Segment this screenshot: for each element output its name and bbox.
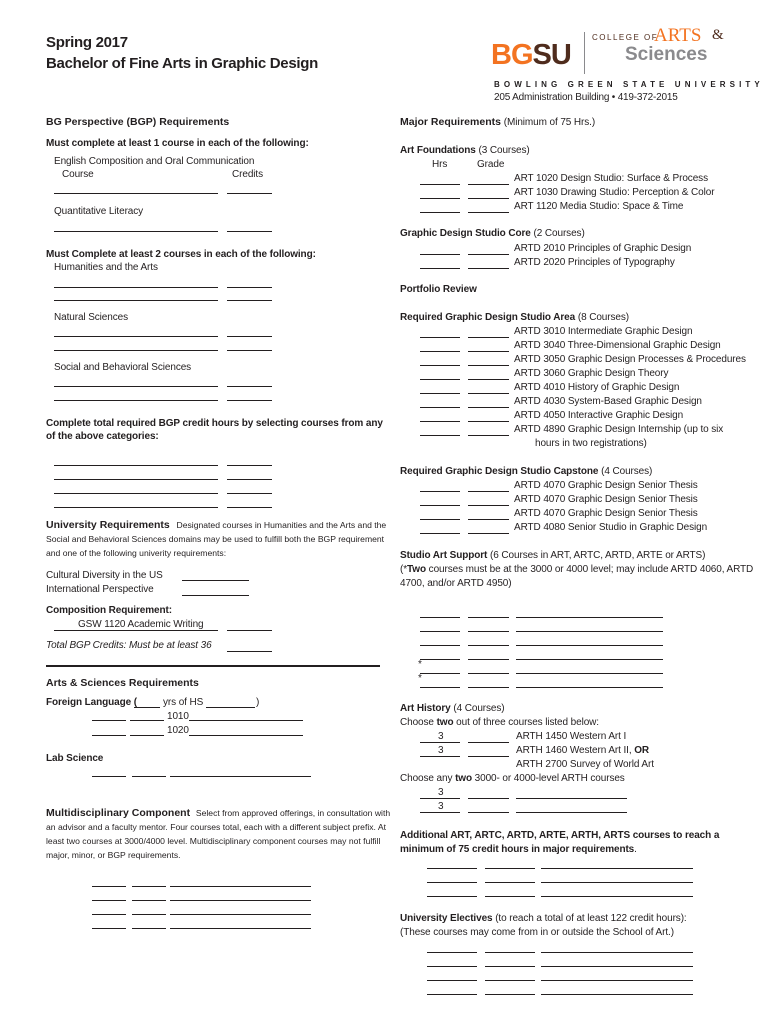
- area-hrs-3[interactable]: [420, 365, 460, 366]
- portfolio-review: Portfolio Review: [400, 284, 477, 295]
- foundation-label-3: ART 1120 Media Studio: Space & Time: [514, 201, 684, 212]
- support-title: Studio Art Support: [400, 550, 488, 561]
- foreign-language-label: Foreign Language: [46, 697, 132, 708]
- logo-university: BOWLING GREEN STATE UNIVERSITY: [494, 80, 764, 89]
- electives-desc-2: (These courses may come from in or outside the School of Art.): [400, 927, 674, 938]
- natural-course-field-1[interactable]: [54, 336, 218, 337]
- univ-req-title: University Requirements: [46, 519, 170, 531]
- core-count: (2 Courses): [533, 228, 585, 239]
- area-hrs-7[interactable]: [420, 421, 460, 422]
- fl-1020-hrs[interactable]: [92, 735, 126, 736]
- area-hrs-1[interactable]: [420, 337, 460, 338]
- foundation-label-1: ART 1020 Design Studio: Surface & Process: [514, 173, 708, 184]
- logo-arts: ARTS: [654, 25, 702, 46]
- extra-credits-field-3[interactable]: [227, 493, 272, 494]
- must-two-heading: Must Complete at least 2 courses in each of the following:: [46, 249, 316, 260]
- quant-course-field[interactable]: [54, 231, 218, 232]
- gsw-credits-field[interactable]: [227, 630, 272, 631]
- capstone-label-3: ARTD 4070 Graphic Design Senior Thesis: [514, 508, 698, 519]
- support-course-3[interactable]: [516, 645, 663, 646]
- capstone-label-4: ARTD 4080 Senior Studio in Graphic Design: [514, 522, 708, 533]
- quant-label: Quantitative Literacy: [54, 206, 144, 217]
- course-label: Course: [62, 169, 94, 180]
- fl-1020-label: 1020: [167, 725, 189, 736]
- support-course-6[interactable]: [516, 687, 663, 688]
- complete-total-line-2: of the above categories:: [46, 431, 159, 442]
- foreign-close-paren: ): [256, 697, 260, 708]
- history-title: Art History: [400, 703, 451, 714]
- additional-hrs-2[interactable]: [427, 882, 477, 883]
- social-credits-field-2[interactable]: [227, 400, 272, 401]
- yrs-hs-label: yrs of HS: [163, 697, 204, 708]
- additional-course-2[interactable]: [541, 882, 693, 883]
- credits-label: Credits: [232, 169, 263, 180]
- area-grade-6[interactable]: [468, 407, 509, 408]
- support-desc-3: 4700, and/or ARTD 4950): [400, 578, 512, 589]
- additional-line-1: Additional ART, ARTC, ARTD, ARTE, ARTH, ARTS courses to reach a: [400, 830, 720, 841]
- must-one-heading: Must complete at least 1 course in each of the following:: [46, 138, 309, 149]
- additional-period: .: [634, 844, 637, 855]
- area-label-8: ARTD 4890 Graphic Design Internship (up to six: [514, 424, 724, 435]
- grade-header: Grade: [477, 159, 505, 170]
- arth-upper-hrs-2[interactable]: [420, 812, 460, 813]
- yrs-hs-field[interactable]: [134, 707, 160, 708]
- support-grade-4[interactable]: [468, 659, 509, 660]
- electives-hrs-4[interactable]: [427, 994, 477, 995]
- fl-1010-label: 1010: [167, 711, 189, 722]
- arth-upper-course-1[interactable]: [516, 798, 627, 799]
- support-hrs-6[interactable]: [420, 687, 460, 688]
- core-label-1: ARTD 2010 Principles of Graphic Design: [514, 243, 692, 254]
- fl-1010-course[interactable]: [189, 720, 303, 721]
- humanities-course-field-1[interactable]: [54, 287, 218, 288]
- support-two: Two: [407, 564, 426, 575]
- fl-1020-course[interactable]: [189, 735, 303, 736]
- support-star-2: *: [418, 673, 422, 684]
- natural-credits-field-2[interactable]: [227, 350, 272, 351]
- quant-credits-field[interactable]: [227, 231, 272, 232]
- multi-course-2[interactable]: [170, 900, 311, 901]
- additional-grade-1[interactable]: [485, 868, 535, 869]
- capstone-grade-3[interactable]: [468, 519, 509, 520]
- choose-any-two: two: [455, 773, 472, 784]
- bgp-title: BG Perspective (BGP) Requirements: [46, 116, 230, 128]
- area-grade-8[interactable]: [468, 435, 509, 436]
- area-grade-7[interactable]: [468, 421, 509, 422]
- multi-course-1[interactable]: [170, 886, 311, 887]
- capstone-label-1: ARTD 4070 Graphic Design Senior Thesis: [514, 480, 698, 491]
- extra-credits-field-2[interactable]: [227, 479, 272, 480]
- area-grade-3[interactable]: [468, 365, 509, 366]
- support-course-5[interactable]: [516, 673, 663, 674]
- social-course-field-2[interactable]: [54, 400, 218, 401]
- choose-b: out of three courses listed below:: [456, 717, 599, 728]
- fl-1020-grade[interactable]: [130, 735, 164, 736]
- english-label: English Composition and Oral Communication: [54, 156, 255, 167]
- area-label-6: ARTD 4030 System-Based Graphic Design: [514, 396, 702, 407]
- area-hrs-4[interactable]: [420, 379, 460, 380]
- lab-science-label: Lab Science: [46, 753, 104, 764]
- social-label: Social and Behavioral Sciences: [54, 362, 192, 373]
- additional-line-2: minimum of 75 credit hours in major requirements: [400, 844, 635, 855]
- multi-hrs-4[interactable]: [92, 928, 126, 929]
- electives-course-2[interactable]: [541, 966, 693, 967]
- natural-course-field-2[interactable]: [54, 350, 218, 351]
- support-hrs-3[interactable]: [420, 645, 460, 646]
- international-field[interactable]: [182, 595, 249, 596]
- support-hrs-5[interactable]: [420, 673, 460, 674]
- area-hrs-6[interactable]: [420, 407, 460, 408]
- support-hrs-4[interactable]: [420, 659, 460, 660]
- multi-grade-1[interactable]: [132, 886, 166, 887]
- degree-title: Bachelor of Fine Arts in Graphic Design: [46, 55, 318, 72]
- gsw-course-underline: [54, 630, 218, 631]
- arth-upper-hrs-value-1: 3: [438, 787, 444, 798]
- foundation-hrs-2[interactable]: [420, 198, 460, 199]
- electives-course-3[interactable]: [541, 980, 693, 981]
- humanities-course-field-2[interactable]: [54, 300, 218, 301]
- foundation-grade-3[interactable]: [468, 212, 509, 213]
- arth1450-label: ARTH 1450 Western Art I: [516, 731, 627, 742]
- support-course-2[interactable]: [516, 631, 663, 632]
- capstone-hrs-2[interactable]: [420, 505, 460, 506]
- multi-grade-4[interactable]: [132, 928, 166, 929]
- arth-upper-hrs-1[interactable]: [420, 798, 460, 799]
- logo-college-of: COLLEGE OF: [592, 33, 659, 42]
- support-hrs-2[interactable]: [420, 631, 460, 632]
- logo-ampersand: &: [712, 27, 724, 43]
- arts-sci-title: Arts & Sciences Requirements: [46, 677, 199, 689]
- electives-hrs-2[interactable]: [427, 966, 477, 967]
- hrs-header: Hrs: [432, 159, 448, 170]
- capstone-count: (4 Courses): [601, 466, 653, 477]
- total-bgp-field[interactable]: [227, 651, 272, 652]
- arth1460-hrs[interactable]: [420, 756, 460, 757]
- foreign-open-paren: (: [133, 697, 137, 708]
- extra-course-field-4[interactable]: [54, 507, 218, 508]
- multi-hrs-2[interactable]: [92, 900, 126, 901]
- support-desc-2: courses must be at the 3000 or 4000 level; may include ARTD 4060, ARTD: [428, 564, 754, 575]
- electives-title: University Electives: [400, 913, 493, 924]
- cultural-label: Cultural Diversity in the US: [46, 570, 163, 581]
- choose-a: Choose: [400, 717, 434, 728]
- arth1460-label: ARTH 1460 Western Art II,: [516, 745, 632, 756]
- extra-course-field-1[interactable]: [54, 465, 218, 466]
- extra-credits-field-1[interactable]: [227, 465, 272, 466]
- fl-1010-grade[interactable]: [130, 720, 164, 721]
- core-title: Graphic Design Studio Core: [400, 228, 531, 239]
- semester-title: Spring 2017: [46, 34, 128, 51]
- choose-any-a: Choose any: [400, 773, 453, 784]
- area-hrs-2[interactable]: [420, 351, 460, 352]
- support-star-open: (*: [400, 564, 408, 575]
- humanities-credits-field-2[interactable]: [227, 300, 272, 301]
- arth-upper-grade-2[interactable]: [468, 812, 509, 813]
- area-hrs-8[interactable]: [420, 435, 460, 436]
- area-label-7: ARTD 4050 Interactive Graphic Design: [514, 410, 684, 421]
- core-grade-1[interactable]: [468, 254, 509, 255]
- major-title: Major Requirements: [400, 116, 501, 128]
- area-count: (8 Courses): [577, 312, 629, 323]
- univ-req-desc-1: Designated courses in Humanities and the Arts and the: [176, 520, 387, 530]
- additional-grade-2[interactable]: [485, 882, 535, 883]
- capstone-hrs-1[interactable]: [420, 491, 460, 492]
- capstone-label-2: ARTD 4070 Graphic Design Senior Thesis: [514, 494, 698, 505]
- capstone-grade-4[interactable]: [468, 533, 509, 534]
- multi-desc-3: least two courses at 3000/4000 level. Multidisciplinary component courses may not fulfill: [46, 836, 381, 846]
- foundation-grade-2[interactable]: [468, 198, 509, 199]
- capstone-title: Required Graphic Design Studio Capstone: [400, 466, 599, 477]
- humanities-label: Humanities and the Arts: [54, 262, 158, 273]
- english-course-field[interactable]: [54, 193, 218, 194]
- arth1450-grade[interactable]: [468, 742, 509, 743]
- history-count: (4 Courses): [453, 703, 505, 714]
- electives-grade-3[interactable]: [485, 980, 535, 981]
- arth1460-grade[interactable]: [468, 756, 509, 757]
- fl-1010-hrs[interactable]: [92, 720, 126, 721]
- area-label-2: ARTD 3040 Three-Dimensional Graphic Design: [514, 340, 721, 351]
- area-continued: hours in two registrations): [535, 438, 647, 449]
- extra-course-field-3[interactable]: [54, 493, 218, 494]
- social-credits-field-1[interactable]: [227, 386, 272, 387]
- arth-upper-hrs-value-2: 3: [438, 801, 444, 812]
- additional-hrs-3[interactable]: [427, 896, 477, 897]
- area-title: Required Graphic Design Studio Area: [400, 312, 576, 323]
- extra-credits-field-4[interactable]: [227, 507, 272, 508]
- support-grade-5[interactable]: [468, 673, 509, 674]
- core-hrs-1[interactable]: [420, 254, 460, 255]
- international-label: International Perspective: [46, 584, 154, 595]
- logo-su: SU: [532, 39, 571, 71]
- arth-upper-grade-1[interactable]: [468, 798, 509, 799]
- lab-grade[interactable]: [132, 776, 166, 777]
- electives-course-1[interactable]: [541, 952, 693, 953]
- area-grade-1[interactable]: [468, 337, 509, 338]
- area-grade-2[interactable]: [468, 351, 509, 352]
- additional-course-1[interactable]: [541, 868, 693, 869]
- electives-grade-2[interactable]: [485, 966, 535, 967]
- capstone-hrs-4[interactable]: [420, 533, 460, 534]
- support-grade-2[interactable]: [468, 631, 509, 632]
- section-divider: [46, 665, 380, 667]
- multi-hrs-1[interactable]: [92, 886, 126, 887]
- foundation-grade-1[interactable]: [468, 184, 509, 185]
- foundation-label-2: ART 1030 Drawing Studio: Perception & Color: [514, 187, 715, 198]
- electives-hrs-1[interactable]: [427, 952, 477, 953]
- multi-desc-4: major, minor, or BGP requirements.: [46, 850, 181, 860]
- area-label-4: ARTD 3060 Graphic Design Theory: [514, 368, 669, 379]
- support-star-1: *: [418, 659, 422, 670]
- electives-hrs-3[interactable]: [427, 980, 477, 981]
- lab-course[interactable]: [170, 776, 311, 777]
- core-label-2: ARTD 2020 Principles of Typography: [514, 257, 675, 268]
- arth1460-hrs-value: 3: [438, 745, 444, 756]
- gsw-course: GSW 1120 Academic Writing: [78, 619, 204, 630]
- additional-grade-3[interactable]: [485, 896, 535, 897]
- core-hrs-2[interactable]: [420, 268, 460, 269]
- multi-title: Multidisciplinary Component: [46, 807, 191, 819]
- additional-hrs-1[interactable]: [427, 868, 477, 869]
- area-label-5: ARTD 4010 History of Graphic Design: [514, 382, 680, 393]
- english-credits-field[interactable]: [227, 193, 272, 194]
- univ-req-desc-2: Social and Behavioral Sciences domains may be used to fulfill both the BGP requirement: [46, 534, 385, 544]
- capstone-hrs-3[interactable]: [420, 519, 460, 520]
- support-course-4[interactable]: [516, 659, 663, 660]
- major-min: (Minimum of 75 Hrs.): [503, 117, 596, 128]
- yrs-hs-detail-field[interactable]: [206, 707, 255, 708]
- multi-grade-2[interactable]: [132, 900, 166, 901]
- multi-hrs-3[interactable]: [92, 914, 126, 915]
- multi-grade-3[interactable]: [132, 914, 166, 915]
- univ-req-desc-3: and one of the following univerity requirements:: [46, 548, 227, 558]
- support-desc-1: (6 Courses in ART, ARTC, ARTD, ARTE or ARTS): [490, 550, 706, 561]
- natural-credits-field-1[interactable]: [227, 336, 272, 337]
- support-grade-3[interactable]: [468, 645, 509, 646]
- support-grade-1[interactable]: [468, 617, 509, 618]
- electives-course-4[interactable]: [541, 994, 693, 995]
- logo-bg: BG: [491, 39, 533, 71]
- arth2700-label: ARTH 2700 Survey of World Art: [516, 759, 654, 770]
- composition-title: Composition Requirement:: [46, 605, 172, 616]
- total-bgp-label: Total BGP Credits: Must be at least 36: [46, 640, 212, 651]
- area-label-1: ARTD 3010 Intermediate Graphic Design: [514, 326, 693, 337]
- capstone-grade-2[interactable]: [468, 505, 509, 506]
- capstone-grade-1[interactable]: [468, 491, 509, 492]
- core-grade-2[interactable]: [468, 268, 509, 269]
- cultural-field[interactable]: [182, 580, 249, 581]
- support-grade-6[interactable]: [468, 687, 509, 688]
- natural-label: Natural Sciences: [54, 312, 128, 323]
- multi-desc-1: Select from approved offerings, in consultation with: [195, 808, 391, 818]
- multi-course-3[interactable]: [170, 914, 311, 915]
- logo-divider: [584, 32, 585, 74]
- foundations-title: Art Foundations: [400, 145, 476, 156]
- address: 205 Administration Building • 419-372-2015: [494, 92, 678, 103]
- foundations-count: (3 Courses): [478, 145, 530, 156]
- foundation-hrs-1[interactable]: [420, 184, 460, 185]
- electives-grade-4[interactable]: [485, 994, 535, 995]
- extra-course-field-2[interactable]: [54, 479, 218, 480]
- choose-any-b: 3000- or 4000-level ARTH courses: [474, 773, 625, 784]
- social-course-field-1[interactable]: [54, 386, 218, 387]
- area-hrs-5[interactable]: [420, 393, 460, 394]
- logo-sciences: Sciences: [625, 44, 708, 65]
- arth1450-hrs[interactable]: [420, 742, 460, 743]
- multi-course-4[interactable]: [170, 928, 311, 929]
- support-hrs-1[interactable]: [420, 617, 460, 618]
- choose-two: two: [436, 717, 454, 728]
- electives-grade-1[interactable]: [485, 952, 535, 953]
- multi-desc-2: an advisor and a faculty mentor. Four courses total, each with a different subject prefix. At: [46, 822, 386, 832]
- lab-hrs[interactable]: [92, 776, 126, 777]
- support-course-1[interactable]: [516, 617, 663, 618]
- or-label: OR: [634, 745, 650, 756]
- additional-course-3[interactable]: [541, 896, 693, 897]
- area-grade-4[interactable]: [468, 379, 509, 380]
- humanities-credits-field-1[interactable]: [227, 287, 272, 288]
- arth-upper-course-2[interactable]: [516, 812, 627, 813]
- arth1450-hrs-value: 3: [438, 731, 444, 742]
- foundation-hrs-3[interactable]: [420, 212, 460, 213]
- area-grade-5[interactable]: [468, 393, 509, 394]
- electives-desc: (to reach a total of at least 122 credit hours):: [495, 913, 687, 924]
- area-label-3: ARTD 3050 Graphic Design Processes & Procedures: [514, 354, 746, 365]
- complete-total-line-1: Complete total required BGP credit hours by selecting courses from any: [46, 418, 383, 429]
